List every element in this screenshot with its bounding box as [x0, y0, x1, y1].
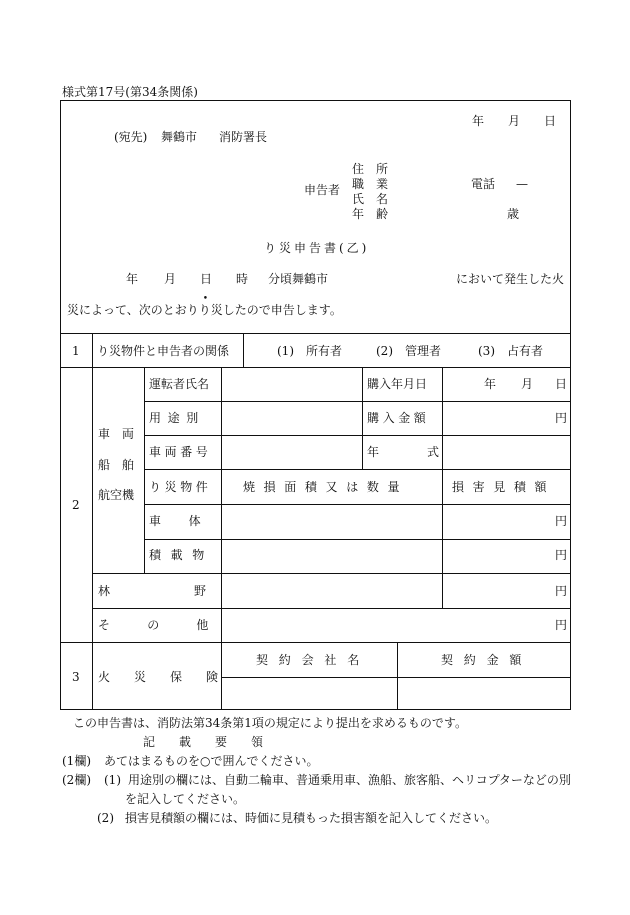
body-year: 年	[126, 272, 139, 286]
section1-label: り災物件と申告者の関係	[97, 344, 230, 358]
burned-area-header: 焼損面積又は数量	[243, 480, 409, 494]
declarant-name-label: 氏 名	[352, 192, 389, 206]
body-location-suffix: において発生した火	[456, 272, 565, 286]
rule-section1-top	[60, 333, 571, 334]
vehicle-number-label: 車両番号	[149, 445, 212, 459]
forest-yen: 円	[555, 584, 568, 598]
declarant-age-unit: 歳	[507, 207, 520, 221]
purchase-year: 年	[484, 377, 497, 391]
purchase-month: 月	[521, 377, 534, 391]
rule-number-col	[92, 333, 93, 710]
notes-item2-sub1-cont: を記入してください。	[125, 792, 246, 806]
purchase-day: 日	[555, 377, 568, 391]
date-year: 年	[472, 114, 485, 128]
model-year-label-a: 年	[367, 445, 380, 459]
notes-item2-sub2-text: 損害見積額の欄には、時価に見積もった損害額を記入してください。	[125, 811, 498, 825]
declarant-age-label: 年 齢	[352, 207, 389, 221]
declarant-address-label: 住 所	[352, 162, 389, 176]
usage-label: 用途別	[149, 411, 205, 425]
section1-number: 1	[72, 344, 80, 358]
body-hour: 時	[236, 272, 249, 286]
body-minute: 分頃舞鶴市	[268, 272, 329, 286]
rule-section3-mid	[221, 677, 571, 678]
date-day: 日	[544, 114, 557, 128]
body-month: 月	[164, 272, 177, 286]
addressee-prefix: (宛先)	[114, 130, 148, 144]
rule-row5	[144, 504, 571, 505]
category-ship: 船 舶	[98, 458, 135, 472]
notes-item2-sub2-label: (2)	[97, 811, 114, 825]
insurance-amount-header: 契約金額	[441, 653, 533, 667]
rule-row3	[144, 435, 571, 436]
rule-section2-top	[60, 367, 571, 368]
insurance-company-header: 契約会社名	[256, 653, 371, 667]
section3-number: 3	[72, 670, 80, 684]
model-year-label-b: 式	[427, 445, 440, 459]
category-aircraft: 航空機	[98, 488, 135, 502]
body-label: 車体	[149, 514, 229, 528]
emphasis-dot: •	[202, 294, 209, 304]
driver-name-label: 運転者氏名	[149, 377, 210, 391]
body-yen: 円	[555, 514, 568, 528]
notes-item1-text: あてはまるものを○で囲んでください。	[104, 754, 319, 768]
notes-item2-sub1-label: (1)	[104, 773, 121, 787]
body-day: 日	[200, 272, 213, 286]
damaged-items-label: り災物件	[149, 480, 212, 494]
rule-section3-split	[397, 642, 398, 710]
notes-heading: 記 載 要 領	[143, 735, 264, 749]
cargo-yen: 円	[555, 548, 568, 562]
rule-section1-split	[243, 333, 244, 367]
section2-number: 2	[72, 498, 80, 512]
body-line2-part1: 災によって、次のとおり	[67, 303, 199, 317]
notes-item2-sub1-text: 用途別の欄には、自動二輪車、普通乗用車、漁船、旅客船、ヘリコプターなどの別	[128, 773, 571, 787]
body-line2-part2: 災したので申告します。	[210, 303, 342, 317]
fire-insurance-label: 火災保険	[98, 670, 243, 684]
section1-option-occupant[interactable]: (3) 占有者	[478, 344, 543, 358]
date-month: 月	[508, 114, 521, 128]
declarant-label: 申告者	[304, 183, 341, 197]
form-title: り災申告書(乙)	[264, 241, 370, 255]
purchase-date-label: 購入年月日	[367, 377, 428, 391]
rule-row4	[144, 469, 571, 470]
declarant-occupation-label: 職 業	[352, 177, 389, 191]
rule-section3-top	[60, 642, 571, 643]
notes-item1-label: (1欄)	[62, 754, 91, 768]
purchase-amount-label: 購入金額	[367, 411, 430, 425]
rule-row8	[92, 608, 571, 609]
rule-row2	[144, 401, 571, 402]
cargo-label: 積載物	[149, 548, 214, 562]
addressee-city: 舞鶴市	[161, 130, 198, 144]
rule-row7	[92, 573, 571, 574]
notes-statement: この申告書は、消防法第34条第1項の規定により提出を求めるものです。	[73, 716, 467, 730]
addressee-office: 消防署長	[219, 130, 268, 144]
section1-option-manager[interactable]: (2) 管理者	[376, 344, 441, 358]
form-number: 様式第17号(第34条関係)	[62, 85, 198, 99]
other-yen: 円	[555, 618, 568, 632]
declarant-phone-label: 電話	[471, 177, 496, 191]
body-line2-dot-char: り	[198, 303, 211, 317]
rule-label-col	[221, 367, 222, 710]
purchase-amount-yen: 円	[555, 411, 568, 425]
forest-label: 林野	[98, 584, 291, 598]
damage-estimate-header: 損害見積額	[452, 480, 556, 494]
notes-item2-label: (2欄)	[62, 773, 91, 787]
rule-right-col	[442, 367, 443, 608]
body-line2	[67, 294, 342, 317]
rule-category-col	[144, 367, 145, 573]
section1-option-owner[interactable]: (1) 所有者	[277, 344, 342, 358]
body-line2-dotted	[198, 294, 211, 317]
declarant-phone-dash: —	[516, 177, 528, 191]
category-vehicle: 車 両	[98, 427, 135, 441]
rule-row6	[144, 539, 571, 540]
other-label: その他	[98, 618, 246, 632]
rule-mid-col	[362, 367, 363, 469]
